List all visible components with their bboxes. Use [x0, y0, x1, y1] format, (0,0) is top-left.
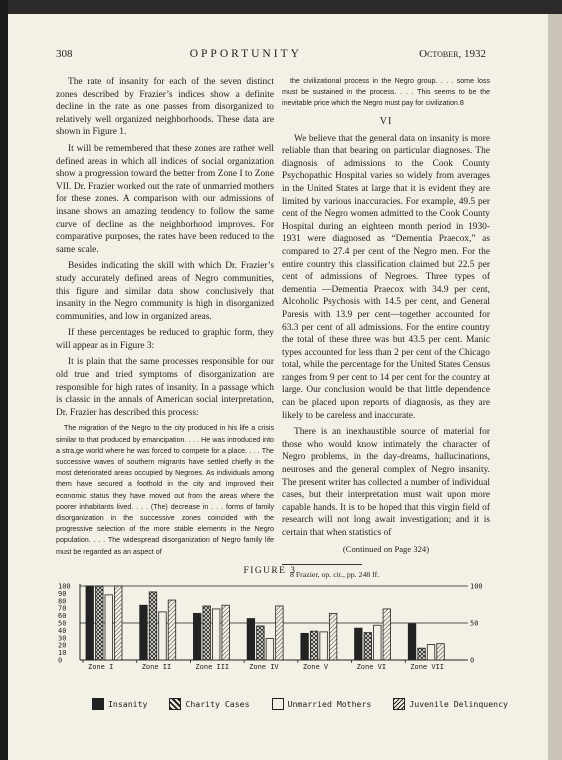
right-tick-label: 100 — [470, 582, 483, 591]
bar-0 — [247, 619, 255, 660]
bar-2 — [374, 625, 382, 660]
chart-legend — [92, 698, 512, 710]
y-tick-label: 20 — [58, 641, 67, 650]
footnote-rule — [282, 564, 362, 565]
paragraph: There is an inexhaustible source of material for those who would know intimately the character of Negro problems, in the day-dreams, hallucinations, neuroses and the general complex of Negro insanity. The present writer has collected a number of individual cases, but their interpretation must wait upon more capable hands. It is to be hoped that this virgin field of research will not long await investigation; and it is certain that when statistics of — [282, 427, 490, 539]
continued-note: (Continued on Page 324) — [342, 543, 430, 554]
left-column — [56, 76, 274, 562]
bar-0 — [301, 633, 309, 660]
y-tick-label: 30 — [58, 634, 67, 643]
insanity-swatch — [92, 698, 104, 710]
y-tick-label: 40 — [58, 626, 67, 635]
bar-3 — [222, 605, 230, 660]
bar-0 — [140, 605, 148, 660]
x-tick-label: Zone II — [141, 663, 172, 671]
legend-label: Insanity — [108, 699, 148, 709]
bar-2 — [320, 632, 328, 660]
x-tick-label: Zone III — [195, 663, 230, 671]
bar-3 — [168, 600, 176, 660]
block-quote-continued — [282, 76, 490, 110]
bar-0 — [86, 586, 94, 660]
quote-text: the civilizational process in the Negro group. . . . some loss must be sustained in the process. . . . This seems to be the inevitable price which the Negro must pay for civilization.8 — [282, 77, 490, 108]
bar-1 — [364, 633, 372, 660]
y-tick-label: 100 — [58, 582, 71, 591]
x-tick-label: Zone VII — [410, 663, 445, 671]
bar-2 — [427, 644, 435, 660]
paragraph: Besides indicating the skill with which Dr. Frazier’s study accurately defined areas of Negro communities, this figure and similar data show conclusively that insanity in the Negro community is high in disorganized communities, and low in organized areas. — [56, 261, 274, 322]
bar-3 — [383, 609, 391, 660]
page-number: 308 — [56, 48, 73, 60]
book-spine — [0, 0, 8, 760]
bar-2 — [105, 595, 113, 660]
paragraph: If these percentages be reduced to graphic form, they will appear as in Figure 3: — [56, 328, 274, 351]
y-tick-label: 60 — [58, 612, 67, 621]
issue-date: October, 1932 — [419, 48, 486, 60]
legend-item-unmarried — [272, 698, 372, 710]
legend-label: Juvenile Delinquency — [409, 699, 508, 709]
bar-3 — [437, 644, 445, 660]
bar-2 — [159, 612, 167, 660]
right-column — [282, 76, 490, 585]
charity-swatch — [169, 698, 181, 710]
y-tick-label: 90 — [58, 589, 67, 598]
legend-item-juvenile — [393, 698, 508, 710]
bar-1 — [418, 648, 426, 660]
y-tick-label: 50 — [58, 619, 67, 628]
paragraph: It is plain that the same processes responsible for our old true and tried symptoms of disorganization are responsible for high rates of insanity. In a passage which is classic in the annals of American social interpretation, Dr. Frazier has described this process: — [56, 357, 274, 418]
bar-1 — [149, 592, 157, 660]
bar-1 — [203, 606, 211, 660]
bar-3 — [115, 586, 123, 660]
journal-title: OPPORTUNITY — [189, 48, 302, 60]
y-tick-label: 70 — [58, 604, 67, 613]
right-tick-label: 50 — [470, 619, 479, 628]
y-tick-label: 0 — [58, 656, 63, 665]
x-tick-label: Zone IV — [249, 663, 279, 671]
legend-label: Charity Cases — [185, 699, 250, 709]
y-tick-label: 10 — [58, 649, 67, 658]
legend-label: Unmarried Mothers — [287, 699, 372, 709]
bar-0 — [355, 628, 363, 660]
running-header — [56, 48, 486, 60]
legend-item-insanity — [92, 698, 147, 710]
paragraph: It will be remembered that these zones are rather well defined areas in which all indices of social organization show a progression toward the better from Zone I to Zone VII. Dr. Frazier worked out the rate of unmarried mothers for these zones. A comparison with our admissions of insane shows an amazing tendency to follow the same curve of decline as the neighborhood improves. For comparative purposes, the rates have been reduced to the same scale. — [56, 143, 274, 255]
bar-1 — [96, 586, 104, 660]
bar-3 — [329, 613, 337, 660]
x-tick-label: Zone V — [302, 663, 329, 671]
next-page-edge — [548, 14, 562, 760]
paragraph: The rate of insanity for each of the seven distinct zones described by Frazier’s indices show a definite decline in the rate as one passes from disorganized to relatively well organized neighborhoods. These data are shown in Figure 1. — [56, 77, 274, 138]
x-tick-label: Zone I — [88, 663, 114, 671]
bar-0 — [408, 624, 416, 660]
footnote: 8 Frazier, op. cit., pp. 248 ff. — [290, 569, 380, 579]
unmarried-swatch — [272, 698, 284, 710]
figure-3-chart — [56, 580, 496, 690]
bar-1 — [310, 631, 318, 660]
y-tick-label: 80 — [58, 597, 67, 606]
section-heading: VI — [379, 115, 393, 127]
x-tick-label: Zone VI — [356, 663, 387, 671]
bar-3 — [276, 606, 284, 660]
bar-2 — [266, 639, 274, 660]
figure-title: FIGURE 3 — [243, 566, 297, 576]
quote-text: The migration of the Negro to the city produced in his life a crisis similar to that produced by emancipation. . . . He was introduced into a stra,ge world where he was forced to compete for a place. . . . The successive waves of southern migrants have settled chiefly in the most deteriorated areas occupied by Negroes. As individuals among them have secured a foothold in the city and improved their economic status they have moved out from the areas where the poorer inhabitants lived. . . . (The) decrease in . . . forms of family disorganization in the successive zones coincided with the progressive selection of the more stable elements in the Negro population. . . . The widespread disorganization of Negro family life must be regarded as an aspect of — [56, 424, 274, 556]
bar-2 — [212, 609, 220, 660]
paragraph: We believe that the general data on insanity is more reliable than that bearing on particular diagnoses. The diagnosis of admissions to the Cook County Psychopathic Hospital varies so widely from averages in the United States at large that it is evident they are limited by various inaccuracies. For example, 49.5 per cent of the Negro women admitted to the Cook County Hospital during an eighteen month period in 1930-1931 were diagnosed as “Dementia Praecox,” as compared to 27.4 per cent of the Negro men. For the entire country this classification claimed but 22.5 per cent of admissions of Negroes. Three types of dementia —Dementia Praecox with 34.9 per cent, Alcoholic Psychosis with 14.5 per cent, and General Paresis with 13.9 per cent—together accounted for 63.3 per cent of all admissions. For the entire country the total of these three was but 43.5 per cent. Manic types accounted for less than 2 per cent of the Chicago total, while the percentage for the United States Census ranges from 9 per cent to 14 per cent for the country at large. Our conclusion would be that little dependence can be placed upon reports of diagnosis, as they are likely to be careless and inaccurate. — [282, 133, 491, 421]
right-tick-label: 0 — [470, 656, 475, 665]
block-quote — [56, 423, 274, 557]
bar-1 — [257, 626, 265, 660]
juvenile-swatch — [393, 698, 405, 710]
legend-item-charity — [169, 698, 249, 710]
bar-0 — [193, 613, 201, 660]
